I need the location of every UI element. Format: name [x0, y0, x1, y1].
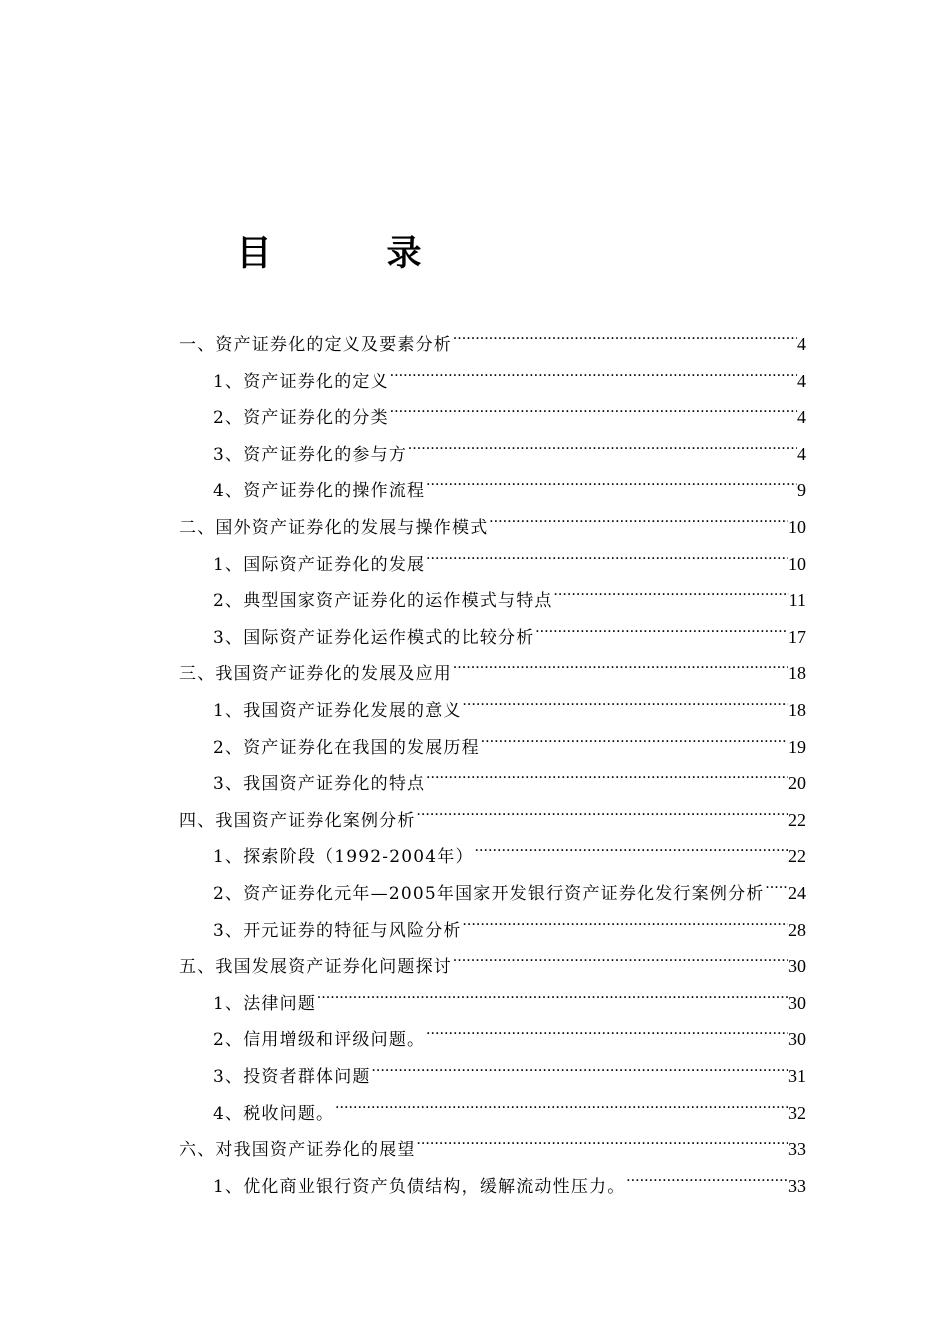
toc-page-number: 28 — [788, 919, 806, 940]
toc-page-number: 31 — [788, 1066, 806, 1086]
toc-dot-leader — [488, 503, 788, 533]
toc-entry-title: 2、信用增级和评级问题。 — [213, 1030, 426, 1051]
toc-entry-title: 2、资产证券化的分类 — [213, 408, 389, 429]
toc-entry-title: 2、资产证券化元年—2005年国家开发银行资产证券化发行案例分析 — [213, 884, 765, 904]
toc-page-number: 4 — [797, 334, 806, 354]
toc-page-number: 30 — [788, 1029, 806, 1050]
toc-dot-leader — [480, 723, 788, 753]
toc-page-number: 4 — [797, 370, 806, 391]
toc-subsection-entry[interactable] — [213, 979, 806, 1014]
toc-subsection-entry[interactable] — [213, 1162, 806, 1197]
toc-dot-leader — [425, 540, 788, 570]
toc-entry-title: 2、典型国家资产证券化的运作模式与特点 — [213, 591, 553, 612]
toc-entry-title: 二、国外资产证券化的发展与操作模式 — [179, 518, 489, 538]
toc-dot-leader — [553, 576, 789, 606]
toc-subsection-entry[interactable] — [213, 357, 806, 392]
toc-dot-leader — [371, 1052, 788, 1082]
toc-page-number: 22 — [788, 846, 806, 867]
toc-dot-leader — [452, 320, 797, 350]
page-title: 目 录 — [236, 234, 462, 274]
toc-section-entry[interactable] — [179, 649, 806, 685]
toc-dot-leader — [389, 393, 797, 423]
toc-page-number: 18 — [788, 663, 806, 684]
toc-entry-title: 3、开元证券的特征与风险分析 — [213, 920, 462, 941]
toc-page-number: 11 — [788, 590, 806, 611]
toc-page-number: 18 — [788, 700, 806, 720]
toc-subsection-entry[interactable] — [213, 686, 806, 721]
toc-section-entry[interactable] — [179, 1125, 806, 1161]
toc-entry-title: 3、投资者群体问题 — [213, 1067, 371, 1087]
toc-page-number: 20 — [788, 773, 806, 794]
toc-page-number: 17 — [788, 626, 806, 647]
toc-page-number: 4 — [797, 443, 806, 464]
toc-page-number: 30 — [788, 956, 806, 977]
toc-dot-leader — [407, 430, 797, 460]
toc-section-entry[interactable] — [179, 320, 806, 355]
toc-dot-leader — [452, 649, 788, 679]
toc-page-number: 33 — [788, 1139, 806, 1160]
toc-page-number: 10 — [788, 553, 806, 574]
toc-entry-title: 1、我国资产证券化发展的意义 — [213, 701, 462, 721]
toc-subsection-entry[interactable] — [213, 576, 806, 612]
toc-page-number: 24 — [788, 883, 806, 903]
toc-entry-title: 六、对我国资产证券化的展望 — [179, 1140, 416, 1161]
toc-section-entry[interactable] — [179, 942, 806, 978]
toc-subsection-entry[interactable] — [213, 723, 806, 758]
toc-dot-leader — [625, 1162, 788, 1192]
toc-dot-leader — [389, 357, 797, 387]
toc-dot-leader — [416, 1125, 788, 1155]
toc-section-entry[interactable] — [179, 503, 806, 538]
toc-dot-leader — [425, 466, 797, 496]
toc-entry-title: 1、优化商业银行资产负债结构，缓解流动性压力。 — [213, 1176, 626, 1197]
toc-dot-leader — [334, 1089, 788, 1119]
toc-dot-leader — [764, 869, 788, 899]
toc-page-number: 19 — [788, 736, 806, 757]
toc-entry-title: 五、我国发展资产证券化问题探讨 — [179, 957, 452, 978]
toc-entry-title: 2、资产证券化在我国的发展历程 — [213, 737, 480, 758]
toc-dot-leader — [316, 979, 788, 1009]
toc-dot-leader — [534, 613, 788, 643]
toc-section-entry[interactable] — [179, 796, 806, 831]
toc-page-number: 33 — [788, 1175, 806, 1196]
toc-entry-title: 4、税收问题。 — [213, 1103, 335, 1124]
toc-entry-title: 三、我国资产证券化的发展及应用 — [179, 664, 452, 685]
toc-dot-leader — [416, 796, 788, 826]
toc-entry-title: 3、国际资产证券化运作模式的比较分析 — [213, 627, 535, 648]
toc-page-number: 30 — [788, 992, 806, 1013]
toc-subsection-entry[interactable] — [213, 869, 806, 904]
toc-page-number: 10 — [788, 517, 806, 537]
toc-entry-title: 3、资产证券化的参与方 — [213, 444, 408, 465]
toc-entry-title: 3、我国资产证券化的特点 — [213, 774, 426, 795]
toc-entry-title: 一、资产证券化的定义及要素分析 — [179, 335, 452, 355]
toc-entry-title: 1、国际资产证券化的发展 — [213, 554, 426, 575]
toc-page-number: 9 — [797, 480, 806, 501]
toc-subsection-entry[interactable] — [213, 906, 806, 941]
toc-dot-leader — [425, 1015, 788, 1045]
toc-dot-leader — [462, 906, 788, 936]
toc-dot-leader — [474, 832, 788, 862]
toc-subsection-entry[interactable] — [213, 1015, 806, 1051]
toc-entry-title: 四、我国资产证券化案例分析 — [179, 810, 416, 831]
toc-subsection-entry[interactable] — [213, 1052, 806, 1087]
toc-subsection-entry[interactable] — [213, 466, 806, 502]
toc-subsection-entry[interactable] — [213, 393, 806, 429]
toc-dot-leader — [425, 759, 788, 789]
toc-page-number: 4 — [797, 407, 806, 428]
toc-entry-title: 1、探索阶段（1992-2004年） — [213, 847, 474, 868]
toc-dot-leader — [462, 686, 788, 716]
toc-subsection-entry[interactable] — [213, 1089, 806, 1124]
toc-subsection-entry[interactable] — [213, 759, 806, 795]
toc-entry-title: 4、资产证券化的操作流程 — [213, 481, 426, 502]
toc-dot-leader — [452, 942, 788, 972]
toc-entry-title: 1、资产证券化的定义 — [213, 371, 389, 392]
toc-subsection-entry[interactable] — [213, 540, 806, 575]
toc-subsection-entry[interactable] — [213, 832, 806, 868]
toc-subsection-entry[interactable] — [213, 430, 806, 465]
toc-subsection-entry[interactable] — [213, 613, 806, 648]
toc-page-number: 32 — [788, 1102, 806, 1123]
toc-entry-title: 1、法律问题 — [213, 993, 317, 1014]
toc-page-number: 22 — [788, 809, 806, 830]
